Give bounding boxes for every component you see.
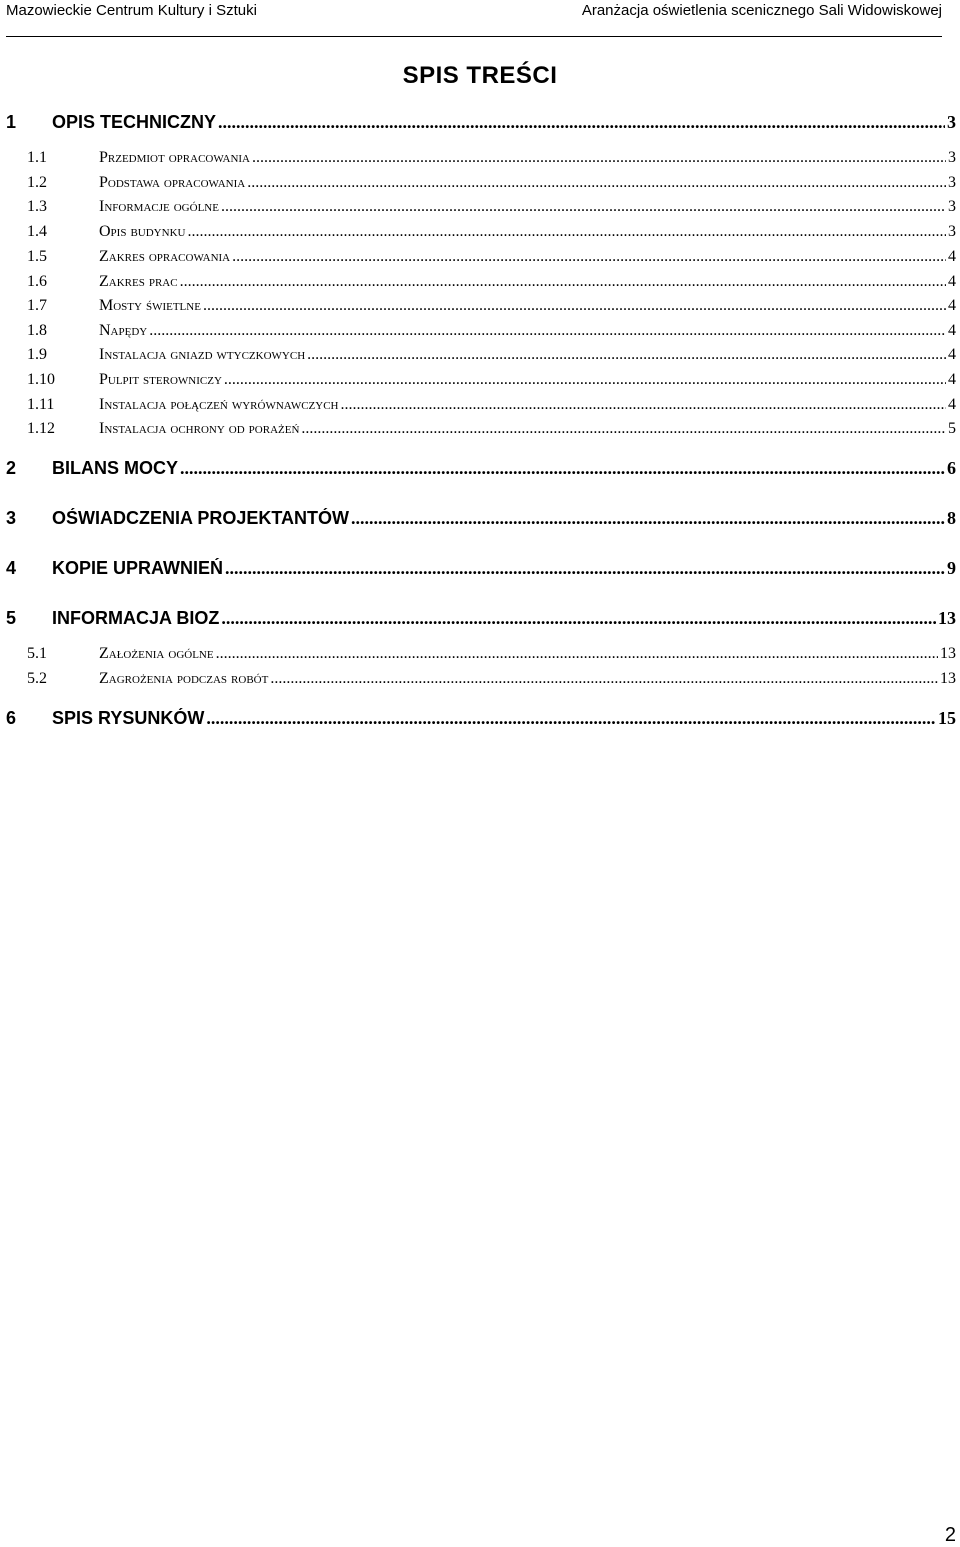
toc-entry-page: 4 (948, 371, 956, 388)
toc-entry-subsection[interactable] (27, 248, 956, 266)
toc-dot-leader (187, 223, 946, 241)
toc-dot-leader (307, 346, 946, 364)
toc-entry-title: Instalacja gniazd wtyczkowych (99, 346, 306, 363)
toc-entry-number: 1.11 (27, 396, 55, 413)
toc-entry-number: 1.12 (27, 420, 55, 437)
toc-entry-page: 15 (938, 708, 956, 728)
toc-entry-subsection[interactable] (27, 346, 956, 364)
toc-entry-title: Opis budynku (99, 223, 186, 240)
toc-entry-page: 6 (947, 458, 956, 478)
toc-dot-leader (221, 608, 936, 629)
toc-entry-subsection[interactable] (27, 149, 956, 167)
toc-entry-section[interactable] (6, 458, 956, 479)
toc-entry-page: 13 (938, 608, 956, 628)
toc-entry-page: 13 (940, 670, 956, 687)
toc-dot-leader (252, 149, 946, 167)
toc-entry-number: 1.7 (27, 297, 47, 314)
toc-entry-title: OŚWIADCZENIA PROJEKTANTÓW (52, 508, 349, 528)
toc-entry-number: 1.6 (27, 273, 47, 290)
toc-entry-subsection[interactable] (27, 174, 956, 192)
toc-entry-title: Instalacja ochrony od porażeń (99, 420, 300, 437)
toc-entry-page: 4 (948, 273, 956, 290)
toc-entry-title: Instalacja połączeń wyrównawczych (99, 396, 339, 413)
toc-dot-leader (225, 558, 945, 579)
toc-entry-subsection[interactable] (27, 322, 956, 340)
toc-entry-subsection[interactable] (27, 297, 956, 315)
header-organization: Mazowieckie Centrum Kultury i Sztuki (6, 2, 257, 19)
toc-entry-subsection[interactable] (27, 223, 956, 241)
toc-entry-subsection[interactable] (27, 198, 956, 216)
toc-dot-leader (216, 645, 938, 663)
toc-entry-title: Założenia ogólne (99, 645, 214, 662)
toc-entry-number: 1.9 (27, 346, 47, 363)
toc-dot-leader (203, 297, 946, 315)
toc-dot-leader (224, 371, 946, 389)
toc-entry-title: Przedmiot opracowania (99, 149, 251, 166)
toc-entry-page: 3 (948, 174, 956, 191)
toc-dot-leader (232, 248, 946, 266)
toc-entry-number: 1.3 (27, 198, 47, 215)
toc-entry-subsection[interactable] (27, 371, 956, 389)
toc-dot-leader (341, 396, 947, 414)
toc-dot-leader (247, 174, 946, 192)
toc-entry-title: Mosty świetlne (99, 297, 201, 314)
toc-dot-leader (206, 708, 936, 729)
toc-dot-leader (149, 322, 946, 340)
toc-entry-subsection[interactable] (27, 396, 956, 414)
toc-entry-number: 1.2 (27, 174, 47, 191)
toc-entry-title: Pulpit sterowniczy (99, 371, 222, 388)
toc-entry-title: BILANS MOCY (52, 458, 178, 478)
toc-entry-section[interactable] (6, 558, 956, 579)
toc-entry-section[interactable] (6, 508, 956, 529)
toc-entry-section[interactable] (6, 608, 956, 629)
toc-entry-number: 1.1 (27, 149, 47, 166)
toc-entry-number: 5.1 (27, 645, 47, 662)
toc-title: SPIS TREŚCI (402, 62, 558, 89)
toc-entry-number: 1 (6, 112, 17, 132)
toc-entry-section[interactable] (6, 708, 956, 729)
toc-entry-page: 3 (948, 149, 956, 166)
toc-entry-page: 4 (948, 297, 956, 314)
toc-entry-number: 3 (6, 508, 17, 528)
toc-entry-page: 9 (947, 558, 956, 578)
toc-entry-number: 1.4 (27, 223, 47, 240)
toc-entry-title: Napędy (99, 322, 148, 339)
toc-dot-leader (301, 420, 946, 438)
toc-entry-subsection[interactable] (27, 670, 956, 688)
toc-dot-leader (270, 670, 938, 688)
toc-entry-page: 13 (940, 645, 956, 662)
toc-entry-page: 3 (948, 198, 956, 215)
toc-dot-leader (221, 198, 946, 216)
toc-entry-number: 1.10 (27, 371, 55, 388)
toc-entry-title: Zakres prac (99, 273, 178, 290)
toc-entry-page: 5 (948, 420, 956, 437)
toc-entry-section[interactable] (6, 112, 956, 133)
toc-entry-title: Informacje ogólne (99, 198, 219, 215)
toc-entry-number: 4 (6, 558, 17, 578)
toc-entry-title: OPIS TECHNICZNY (52, 112, 217, 132)
page-number: 2 (944, 1524, 956, 1546)
page-header (6, 0, 942, 37)
toc-dot-leader (351, 508, 945, 529)
toc-entry-page: 4 (948, 396, 956, 413)
toc-entry-page: 8 (947, 508, 956, 528)
toc-entry-page: 4 (948, 322, 956, 339)
toc-entry-page: 4 (948, 248, 956, 265)
toc-dot-leader (218, 112, 945, 133)
toc-entry-title: Podstawa opracowania (99, 174, 246, 191)
toc-entry-page: 3 (948, 223, 956, 240)
toc-entry-page: 4 (948, 346, 956, 363)
toc-entry-number: 1.8 (27, 322, 47, 339)
toc-entry-title: SPIS RYSUNKÓW (52, 708, 205, 728)
header-project-title: Aranżacja oświetlenia scenicznego Sali Widowiskowej (581, 2, 942, 19)
toc-entry-subsection[interactable] (27, 645, 956, 663)
toc-entry-title: KOPIE UPRAWNIEŃ (52, 558, 224, 578)
toc-entry-subsection[interactable] (27, 273, 956, 291)
toc-entry-number: 5.2 (27, 670, 47, 687)
toc-entry-page: 3 (947, 112, 956, 132)
toc-entry-title: Zakres opracowania (99, 248, 231, 265)
toc-entry-subsection[interactable] (27, 420, 956, 438)
toc-dot-leader (180, 458, 945, 479)
toc-entry-number: 6 (6, 708, 17, 728)
toc-dot-leader (180, 273, 946, 291)
toc-entry-title: Zagrożenia podczas robót (99, 670, 269, 687)
toc-entry-number: 2 (6, 458, 17, 478)
toc-entry-number: 5 (6, 608, 17, 628)
toc-entry-number: 1.5 (27, 248, 47, 265)
toc-entry-title: INFORMACJA BIOZ (52, 608, 220, 628)
